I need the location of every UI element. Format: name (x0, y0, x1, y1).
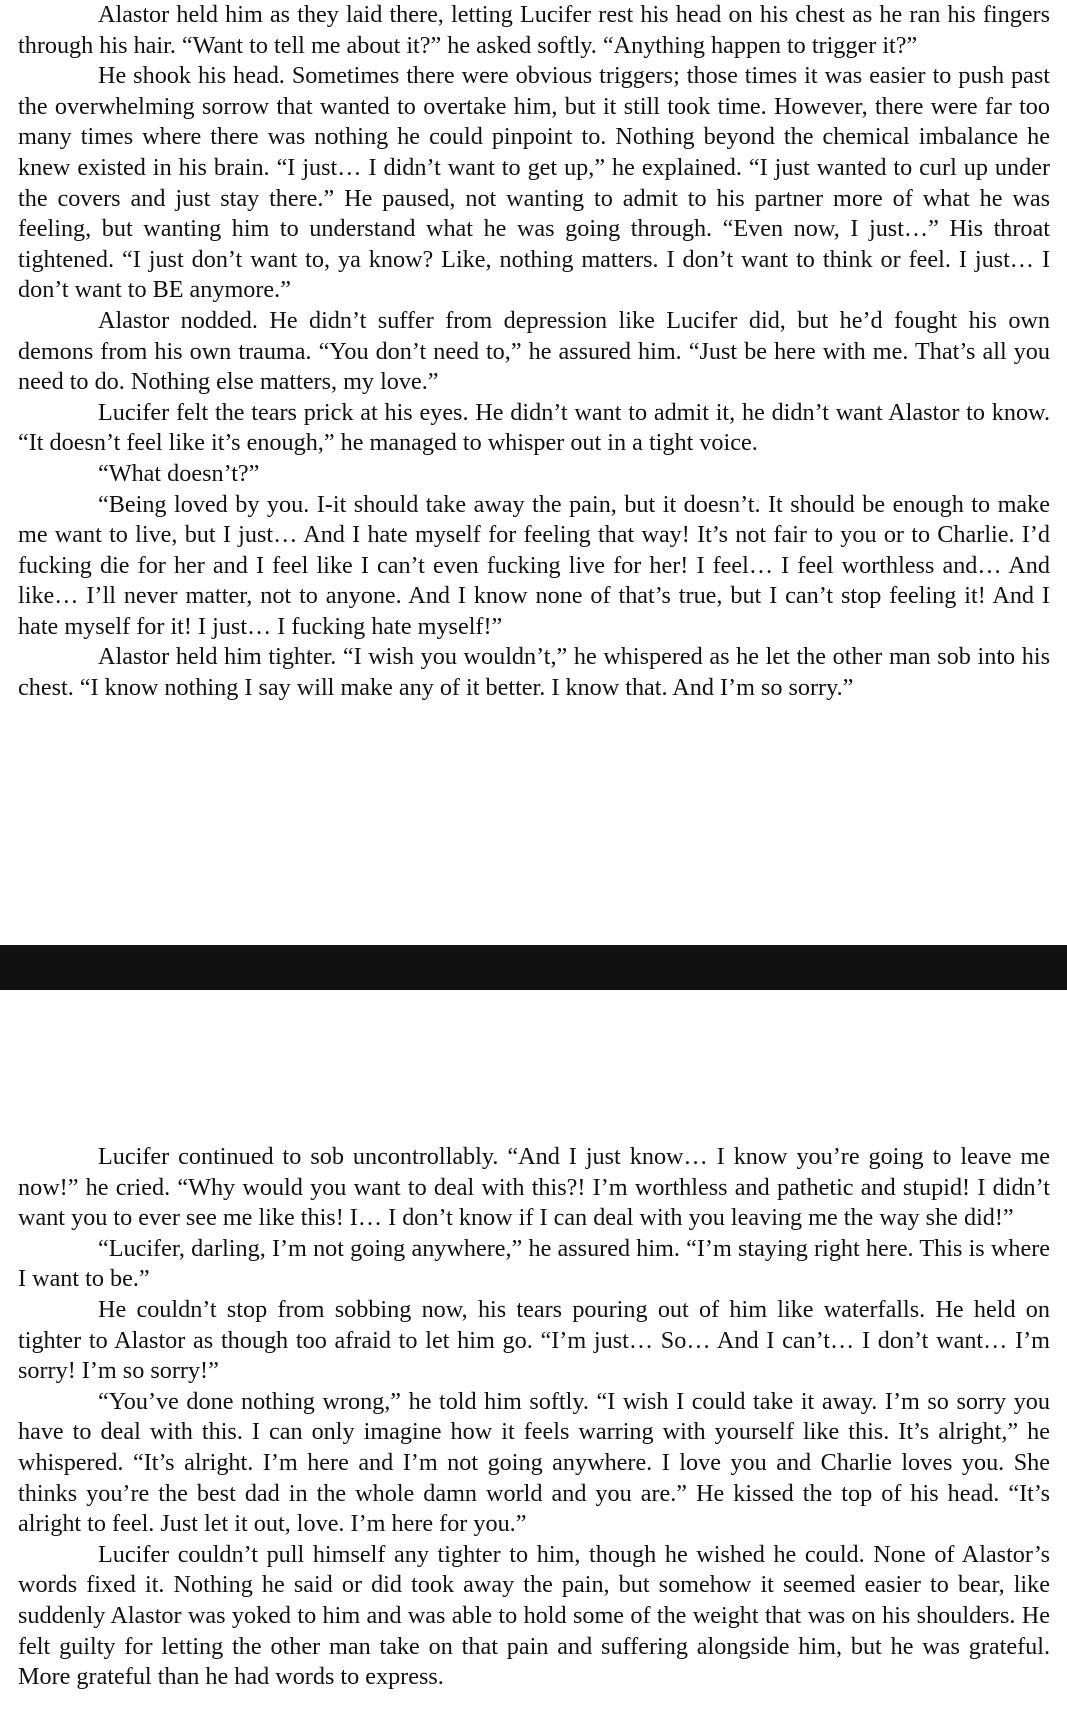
paragraph: “Being loved by you. I-it should take away the pain, but it doesn’t. It should be enough to make me want to live, but I just… And I hate myself for feeling that way! It’s not fair to you or to Charlie. I’d fucking die for her and I feel like I can’t even fucking live for her! I feel… I feel worthless and… And like… I’ll never matter, not to anyone. And I know none of that’s true, but I can’t stop feeling it! And I hate myself for it! I just… I fucking hate myself!” (18, 490, 1050, 640)
paragraph: “Lucifer, darling, I’m not going anywhere,” he assured him. “I’m staying right here. This is where I want to be.” (18, 1234, 1050, 1293)
paragraph: Lucifer continued to sob uncontrollably. “And I just know… I know you’re going to leave me now!” he cried. “Why would you want to deal with this?! I’m worthless and pathetic and stupid! I didn’t want you to ever see me like this! I… I don’t know if I can deal with you leaving me the way she did!” (18, 1143, 1050, 1232)
page-divider-bar (0, 945, 1067, 990)
lower-page-text (18, 1142, 1050, 1693)
upper-page-text (18, 0, 1050, 704)
paragraph: Alastor held him as they laid there, letting Lucifer rest his head on his chest as he ran his fingers through his hair. “Want to tell me about it?” he asked softly. “Anything happen to trigger it?” (18, 1, 1050, 59)
paragraph: Alastor nodded. He didn’t suffer from depression like Lucifer did, but he’d fought his own demons from his own trauma. “You don’t need to,” he assured him. “Just be here with me. That’s all you need to do. Nothing else matters, my love.” (18, 306, 1050, 396)
paragraph: “You’ve done nothing wrong,” he told him softly. “I wish I could take it away. I’m so sorry you have to deal with this. I can only imagine how it feels warring with yourself like this. It’s alright,” he whispered. “It’s alright. I’m here and I’m not going anywhere. I love you and Charlie loves you. She thinks you’re the best dad in the whole damn world and you are.” He kissed the top of his head. “It’s alright to feel. Just let it out, love. I’m here for you.” (18, 1387, 1050, 1538)
paragraph: He shook his head. Sometimes there were obvious triggers; those times it was easier to push past the overwhelming sorrow that wanted to overtake him, but it still took time. However, there were far too many times where there was nothing he could pinpoint to. Nothing beyond the chemical imbalance he knew existed in his brain. “I just… I didn’t want to get up,” he explained. “I just wanted to curl up under the covers and just stay there.” He paused, not wanting to admit to his partner more of what he was feeling, but wanting him to understand what he was going through. “Even now, I just…” His throat tightened. “I just don’t want to, ya know? Like, nothing matters. I don’t want to think or feel. I just… I don’t want to BE anymore.” (18, 62, 1050, 304)
paragraph: Alastor held him tighter. “I wish you wouldn’t,” he whispered as he let the other man sob into his chest. “I know nothing I say will make any of it better. I know that. And I’m so sorry.” (18, 643, 1050, 702)
paragraph: “What doesn’t?” (98, 459, 260, 487)
paragraph: He couldn’t stop from sobbing now, his tears pouring out of him like waterfalls. He held on tighter to Alastor as though too afraid to let him go. “I’m just… So… And I can’t… I don’t want… I’m sorry! I’m so sorry!” (18, 1295, 1050, 1385)
paragraph: Lucifer felt the tears prick at his eyes. He didn’t want to admit it, he didn’t want Alastor to know. “It doesn’t feel like it’s enough,” he managed to whisper out in a tight voice. (18, 398, 1050, 457)
paragraph: Lucifer couldn’t pull himself any tighter to him, though he wished he could. None of Alastor’s words fixed it. Nothing he said or did took away the pain, but somehow it seemed easier to bear, like suddenly Alastor was yoked to him and was able to hold some of the weight that was on his shoulders. He felt guilty for letting the other man take on that pain and suffering alongside him, but he was grateful. More grateful than he had words to express. (18, 1540, 1050, 1691)
